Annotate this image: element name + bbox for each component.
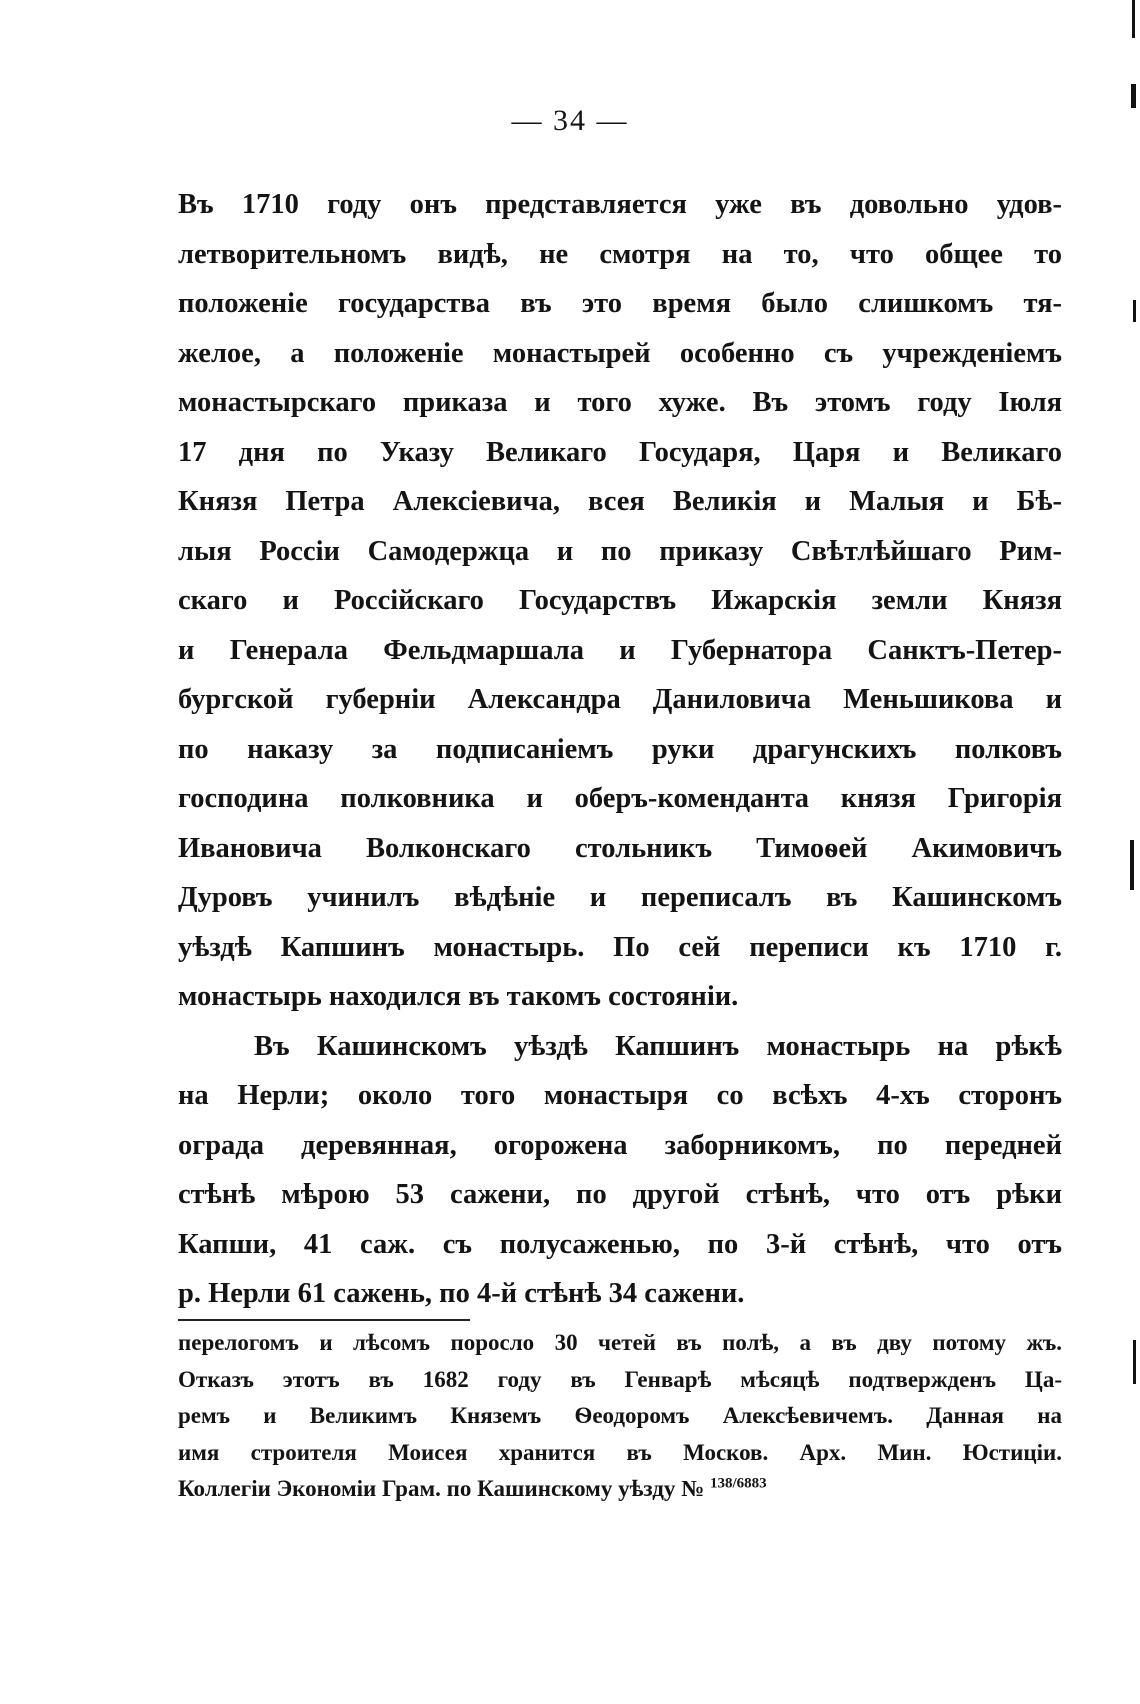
page-number: — 34 —: [511, 104, 629, 137]
text-line: Ивановича Волконскаго стольникъ Тимоѳей Акимовичъ: [178, 832, 1062, 864]
text-line: Въ Кашинскомъ уѣздѣ Капшинъ монастырь на рѣкѣ: [254, 1030, 1062, 1062]
text-line: положеніе государства въ это время было слишкомъ тя-: [178, 288, 1062, 319]
text-line: скаго и Россійскаго Государствъ Ижарскія земли Князя: [178, 585, 1062, 616]
scan-edge-mark: [1133, 1340, 1136, 1384]
text-line: Князя Петра Алексіевича, всея Великія и Малыя и Бѣ-: [178, 486, 1062, 517]
text-line: бургской губерніи Александра Даниловича Меньшикова и: [178, 684, 1062, 715]
scan-edge-mark: [1133, 300, 1136, 322]
footnote: [178, 1325, 1062, 1508]
text-line: Въ 1710 году онъ представляется уже въ довольно удов-: [178, 189, 1062, 220]
footnote-divider: [178, 1319, 470, 1321]
footnote-line: перелогомъ и лѣсомъ поросло 30 четей въ полѣ, а въ дву потому жъ.: [178, 1330, 1062, 1355]
text-line: уѣздѣ Капшинъ монастырь. По сей переписи къ 1710 г.: [178, 931, 1062, 963]
footnote-reference: 138/6883: [709, 1475, 767, 1492]
scan-edge-mark: [1132, 0, 1135, 38]
text-line: ограда деревянная, огорожена заборникомъ, по передней: [178, 1129, 1062, 1161]
footnote-line-text: Коллегіи Экономіи Грам. по Кашинскому уѣзду №: [178, 1476, 705, 1501]
text-line: стѣнѣ мѣрою 53 сажени, по другой стѣнѣ, что отъ рѣки: [178, 1179, 1062, 1210]
text-line: Дуровъ учинилъ вѣдѣніе и переписалъ въ Кашинскомъ: [178, 882, 1062, 913]
main-text: [178, 180, 1062, 1319]
text-line: летворительномъ видѣ, не смотря на то, что общее то: [178, 238, 1062, 270]
scan-edge-mark: [1130, 840, 1134, 890]
scan-edge-mark: [1131, 84, 1136, 108]
text-line: р. Нерли 61 сажень, по 4-й стѣнѣ 34 сажени.: [178, 1278, 745, 1309]
footnote-line: имя строителя Моисея хранится въ Москов. Арх. Мин. Юстиціи.: [178, 1439, 1062, 1465]
text-line: Капши, 41 саж. съ полусаженью, по 3-й стѣнѣ, что отъ: [178, 1228, 1062, 1260]
text-line: желое, а положеніе монастырей особенно съ учрежденіемъ: [178, 337, 1062, 369]
footnote-line: Отказъ этотъ въ 1682 году въ Генварѣ мѣсяцѣ подтвержденъ Ца-: [178, 1366, 1062, 1392]
text-line: 17 дня по Указу Великаго Государя, Царя и Великаго: [178, 436, 1062, 468]
text-line: монастырскаго приказа и того хуже. Въ этомъ году Іюля: [178, 387, 1062, 418]
text-line: по наказу за подписаніемъ руки драгунскихъ полковъ: [178, 733, 1062, 765]
footnote-line: [178, 1471, 1062, 1508]
footnote-line: ремъ и Великимъ Княземъ Ѳеодоромъ Алексѣевичемъ. Данная на: [178, 1403, 1062, 1428]
text-line: господина полковника и оберъ-комендантa князя Григорія: [178, 783, 1062, 814]
text-line: и Генерала Фельдмаршала и Губернатора Санктъ-Петер-: [178, 634, 1062, 666]
text-line: лыя Россіи Самодержца и по приказу Свѣтлѣйшаго Рим-: [178, 535, 1062, 567]
text-line: на Нерли; около того монастыря со всѣхъ 4-хъ сторонъ: [178, 1080, 1062, 1111]
text-line: монастырь находился въ такомъ состояніи.: [178, 981, 739, 1012]
